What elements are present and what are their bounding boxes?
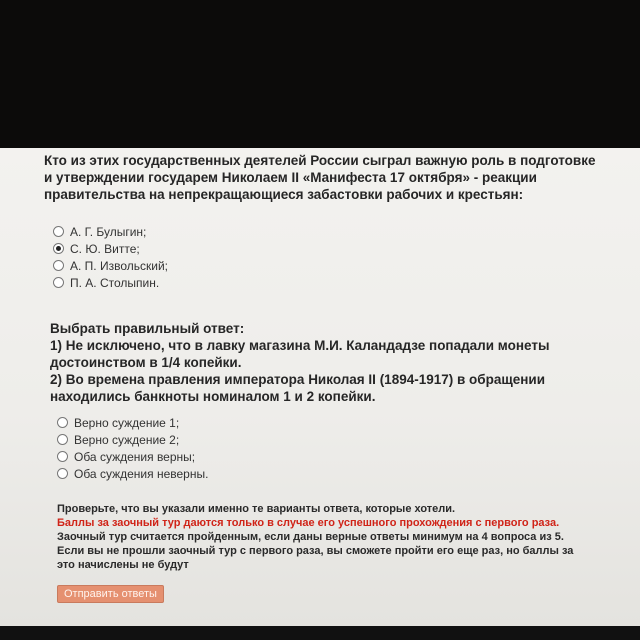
- question-1-title-line: Кто из этих государственных деятелей России сыграл важную роль в подготовке: [44, 153, 596, 168]
- option-label: Оба суждения неверны.: [74, 466, 209, 481]
- monitor-bezel: [0, 626, 640, 640]
- question-1-title-line: правительства на непрекращающиеся забастовки рабочих и крестьян:: [44, 187, 524, 202]
- notice-warning: Баллы за заочный тур даются только в случае его успешного прохождения с первого раза.: [57, 517, 560, 529]
- notice-rule: Заочный тур считается пройденным, если даны верные ответы минимум на 4 вопроса из 5.: [57, 531, 564, 543]
- radio-button[interactable]: [53, 277, 64, 288]
- question-1-title: [44, 152, 640, 203]
- question-2-title-line: находились банкноты номиналом 1 и 2 копейки.: [50, 389, 376, 404]
- option-label: С. Ю. Витте;: [70, 241, 140, 256]
- option-label: Верно суждение 2;: [74, 432, 180, 447]
- question-2-title-line: 2) Во времена правления императора Николая II (1894-1917) в обращении: [50, 372, 546, 387]
- notice-block: [57, 502, 640, 572]
- radio-button[interactable]: [57, 468, 68, 479]
- radio-button-selected[interactable]: [53, 243, 64, 254]
- radio-button[interactable]: [53, 260, 64, 271]
- q1-option-izvolsky[interactable]: [53, 257, 168, 274]
- question-1-options: [53, 223, 168, 291]
- question-2-title-line: 1) Не исключено, что в лавку магазина М.И. Каландадзе попадали монеты: [50, 338, 550, 353]
- q1-option-witte[interactable]: [53, 240, 168, 257]
- q2-option-1[interactable]: [57, 414, 208, 431]
- radio-button[interactable]: [57, 451, 68, 462]
- radio-button[interactable]: [53, 226, 64, 237]
- q2-option-2[interactable]: [57, 431, 208, 448]
- option-label: П. А. Столыпин.: [70, 275, 160, 290]
- question-1-title-line: и утверждении государем Николаем II «Манифеста 17 октября» - реакции: [44, 170, 537, 185]
- q2-option-4[interactable]: [57, 465, 208, 482]
- radio-button[interactable]: [57, 434, 68, 445]
- notice-retry: это начислены не будут: [57, 559, 189, 571]
- question-2-title-line: достоинством в 1/4 копейки.: [50, 355, 242, 370]
- option-label: А. Г. Булыгин;: [70, 224, 147, 239]
- notice-retry: Если вы не прошли заочный тур с первого раза, вы сможете пройти его еще раз, но баллы за: [57, 545, 574, 557]
- option-label: Верно суждение 1;: [74, 415, 180, 430]
- option-label: Оба суждения верны;: [74, 449, 196, 464]
- quiz-page: [0, 148, 640, 626]
- radio-button[interactable]: [57, 417, 68, 428]
- q1-option-stolypin[interactable]: [53, 274, 168, 291]
- q2-option-3[interactable]: [57, 448, 208, 465]
- question-2-title-line: Выбрать правильный ответ:: [50, 321, 245, 336]
- question-2-title: [50, 320, 640, 405]
- q1-option-bulygin[interactable]: [53, 223, 168, 240]
- notice-check: Проверьте, что вы указали именно те варианты ответа, которые хотели.: [57, 503, 456, 515]
- option-label: А. П. Извольский;: [70, 258, 168, 273]
- submit-answers-button[interactable]: Отправить ответы: [57, 585, 164, 603]
- question-2-options: [57, 414, 208, 482]
